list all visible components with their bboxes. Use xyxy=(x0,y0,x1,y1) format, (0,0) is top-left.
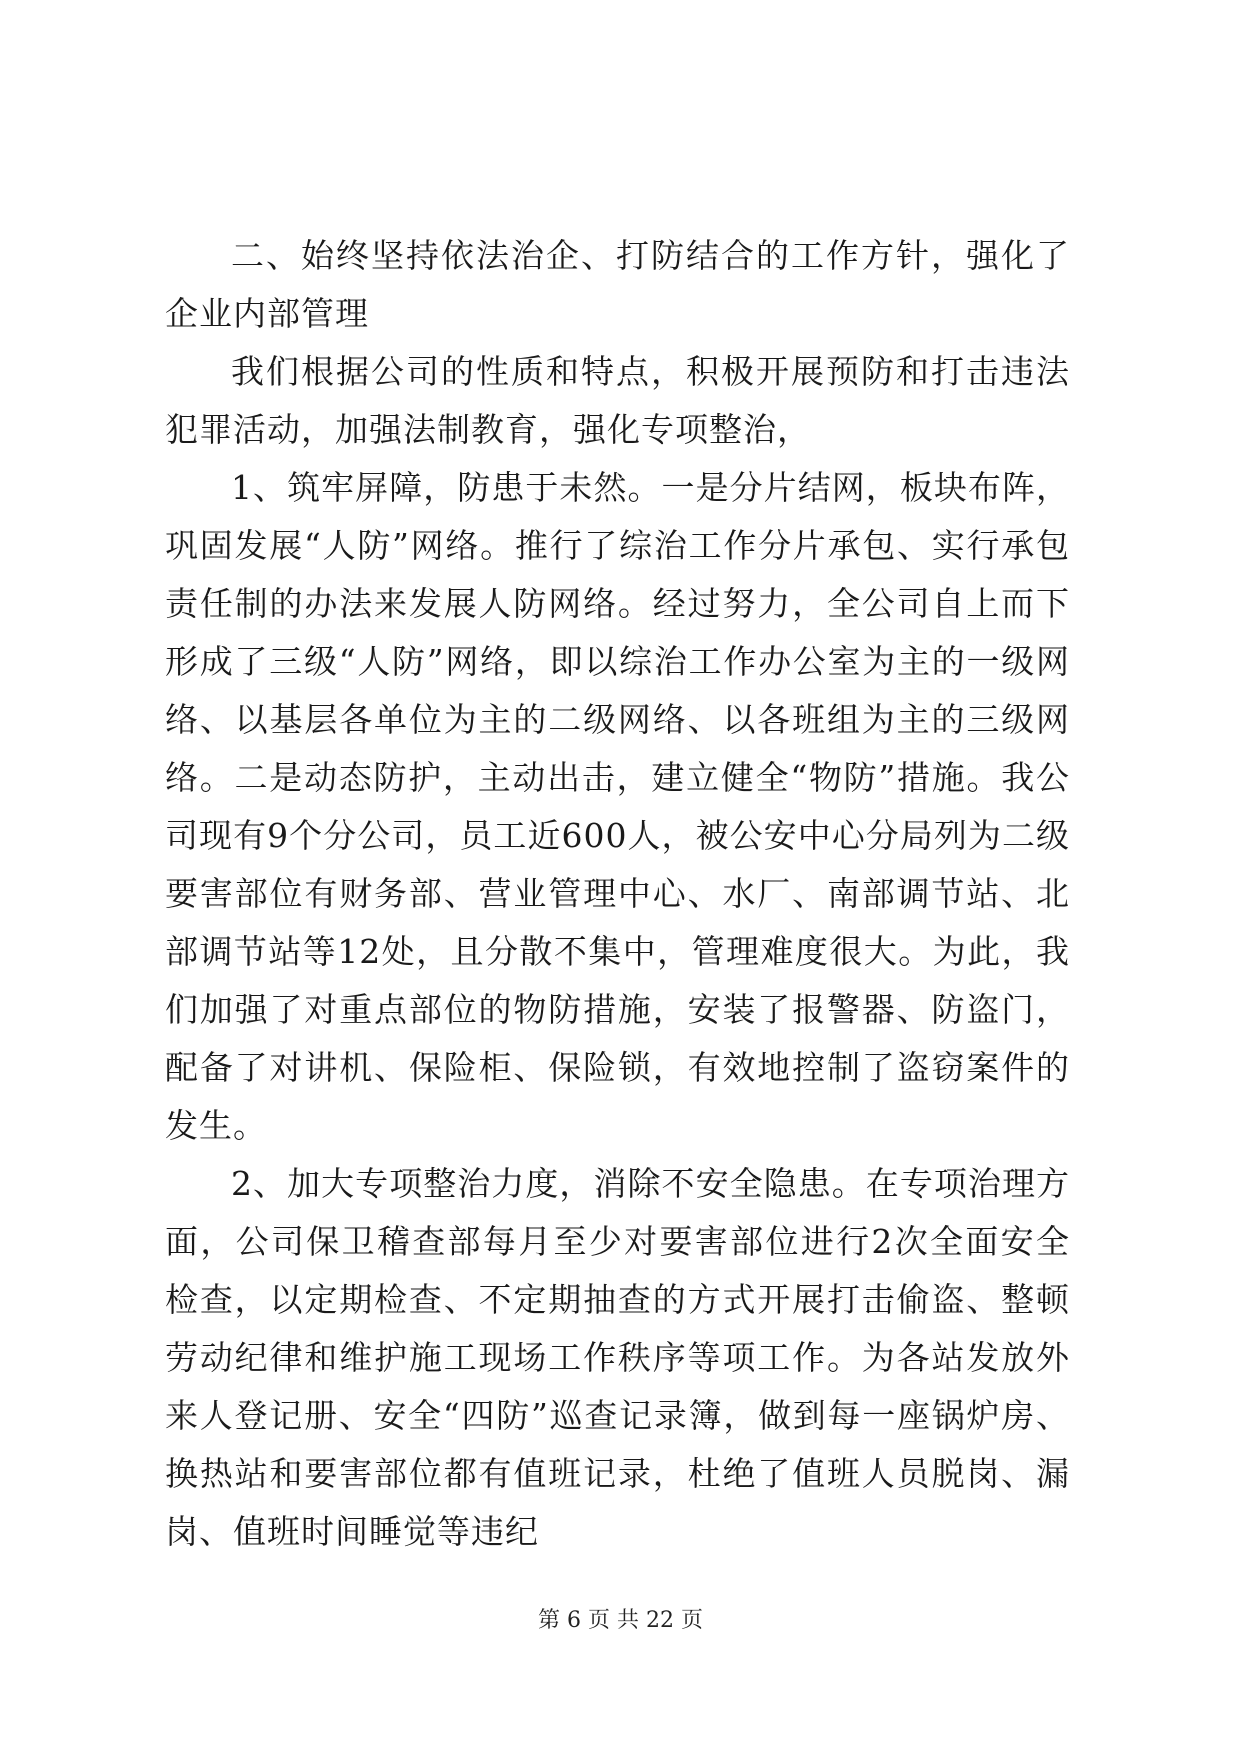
document-body xyxy=(165,227,1070,1561)
paragraph-item-2: 2、加大专项整治力度，消除不安全隐患。在专项治理方面，公司保卫稽查部每月至少对要害部位进行2次全面安全检查，以定期检查、不定期抽查的方式开展打击偷盗、整顿劳动纪律和维护施工现场工作秩序等项工作。为各站发放外来人登记册、安全“四防”巡查记录簿，做到每一座锅炉房、换热站和要害部位都有值班记录，杜绝了值班人员脱岗、漏岗、值班时间睡觉等违纪 xyxy=(165,1164,1070,1551)
paragraph-item-1: 1、筑牢屏障，防患于未然。一是分片结网，板块布阵，巩固发展“人防”网络。推行了综治工作分片承包、实行承包责任制的办法来发展人防网络。经过努力，全公司自上而下形成了三级“人防”网络，即以综治工作办公室为主的一级网络、以基层各单位为主的二级网络、以各班组为主的三级网络。二是动态防护，主动出击，建立健全“物防”措施。我公司现有9个分公司，员工近600人，被公安中心分局列为二级要害部位有财务部、营业管理中心、水厂、南部调节站、北部调节站等12处，且分散不集中，管理难度很大。为此，我们加强了对重点部位的物防措施，安装了报警器、防盗门，配备了对讲机、保险柜、保险锁，有效地控制了盗窃案件的发生。 xyxy=(165,468,1070,1145)
page-number-footer: 第 6 页 共 22 页 xyxy=(538,1608,703,1633)
paragraph-intro: 我们根据公司的性质和特点，积极开展预防和打击违法犯罪活动，加强法制教育，强化专项整治， xyxy=(165,352,1070,449)
section-heading: 二、始终坚持依法治企、打防结合的工作方针，强化了企业内部管理 xyxy=(165,236,1070,333)
